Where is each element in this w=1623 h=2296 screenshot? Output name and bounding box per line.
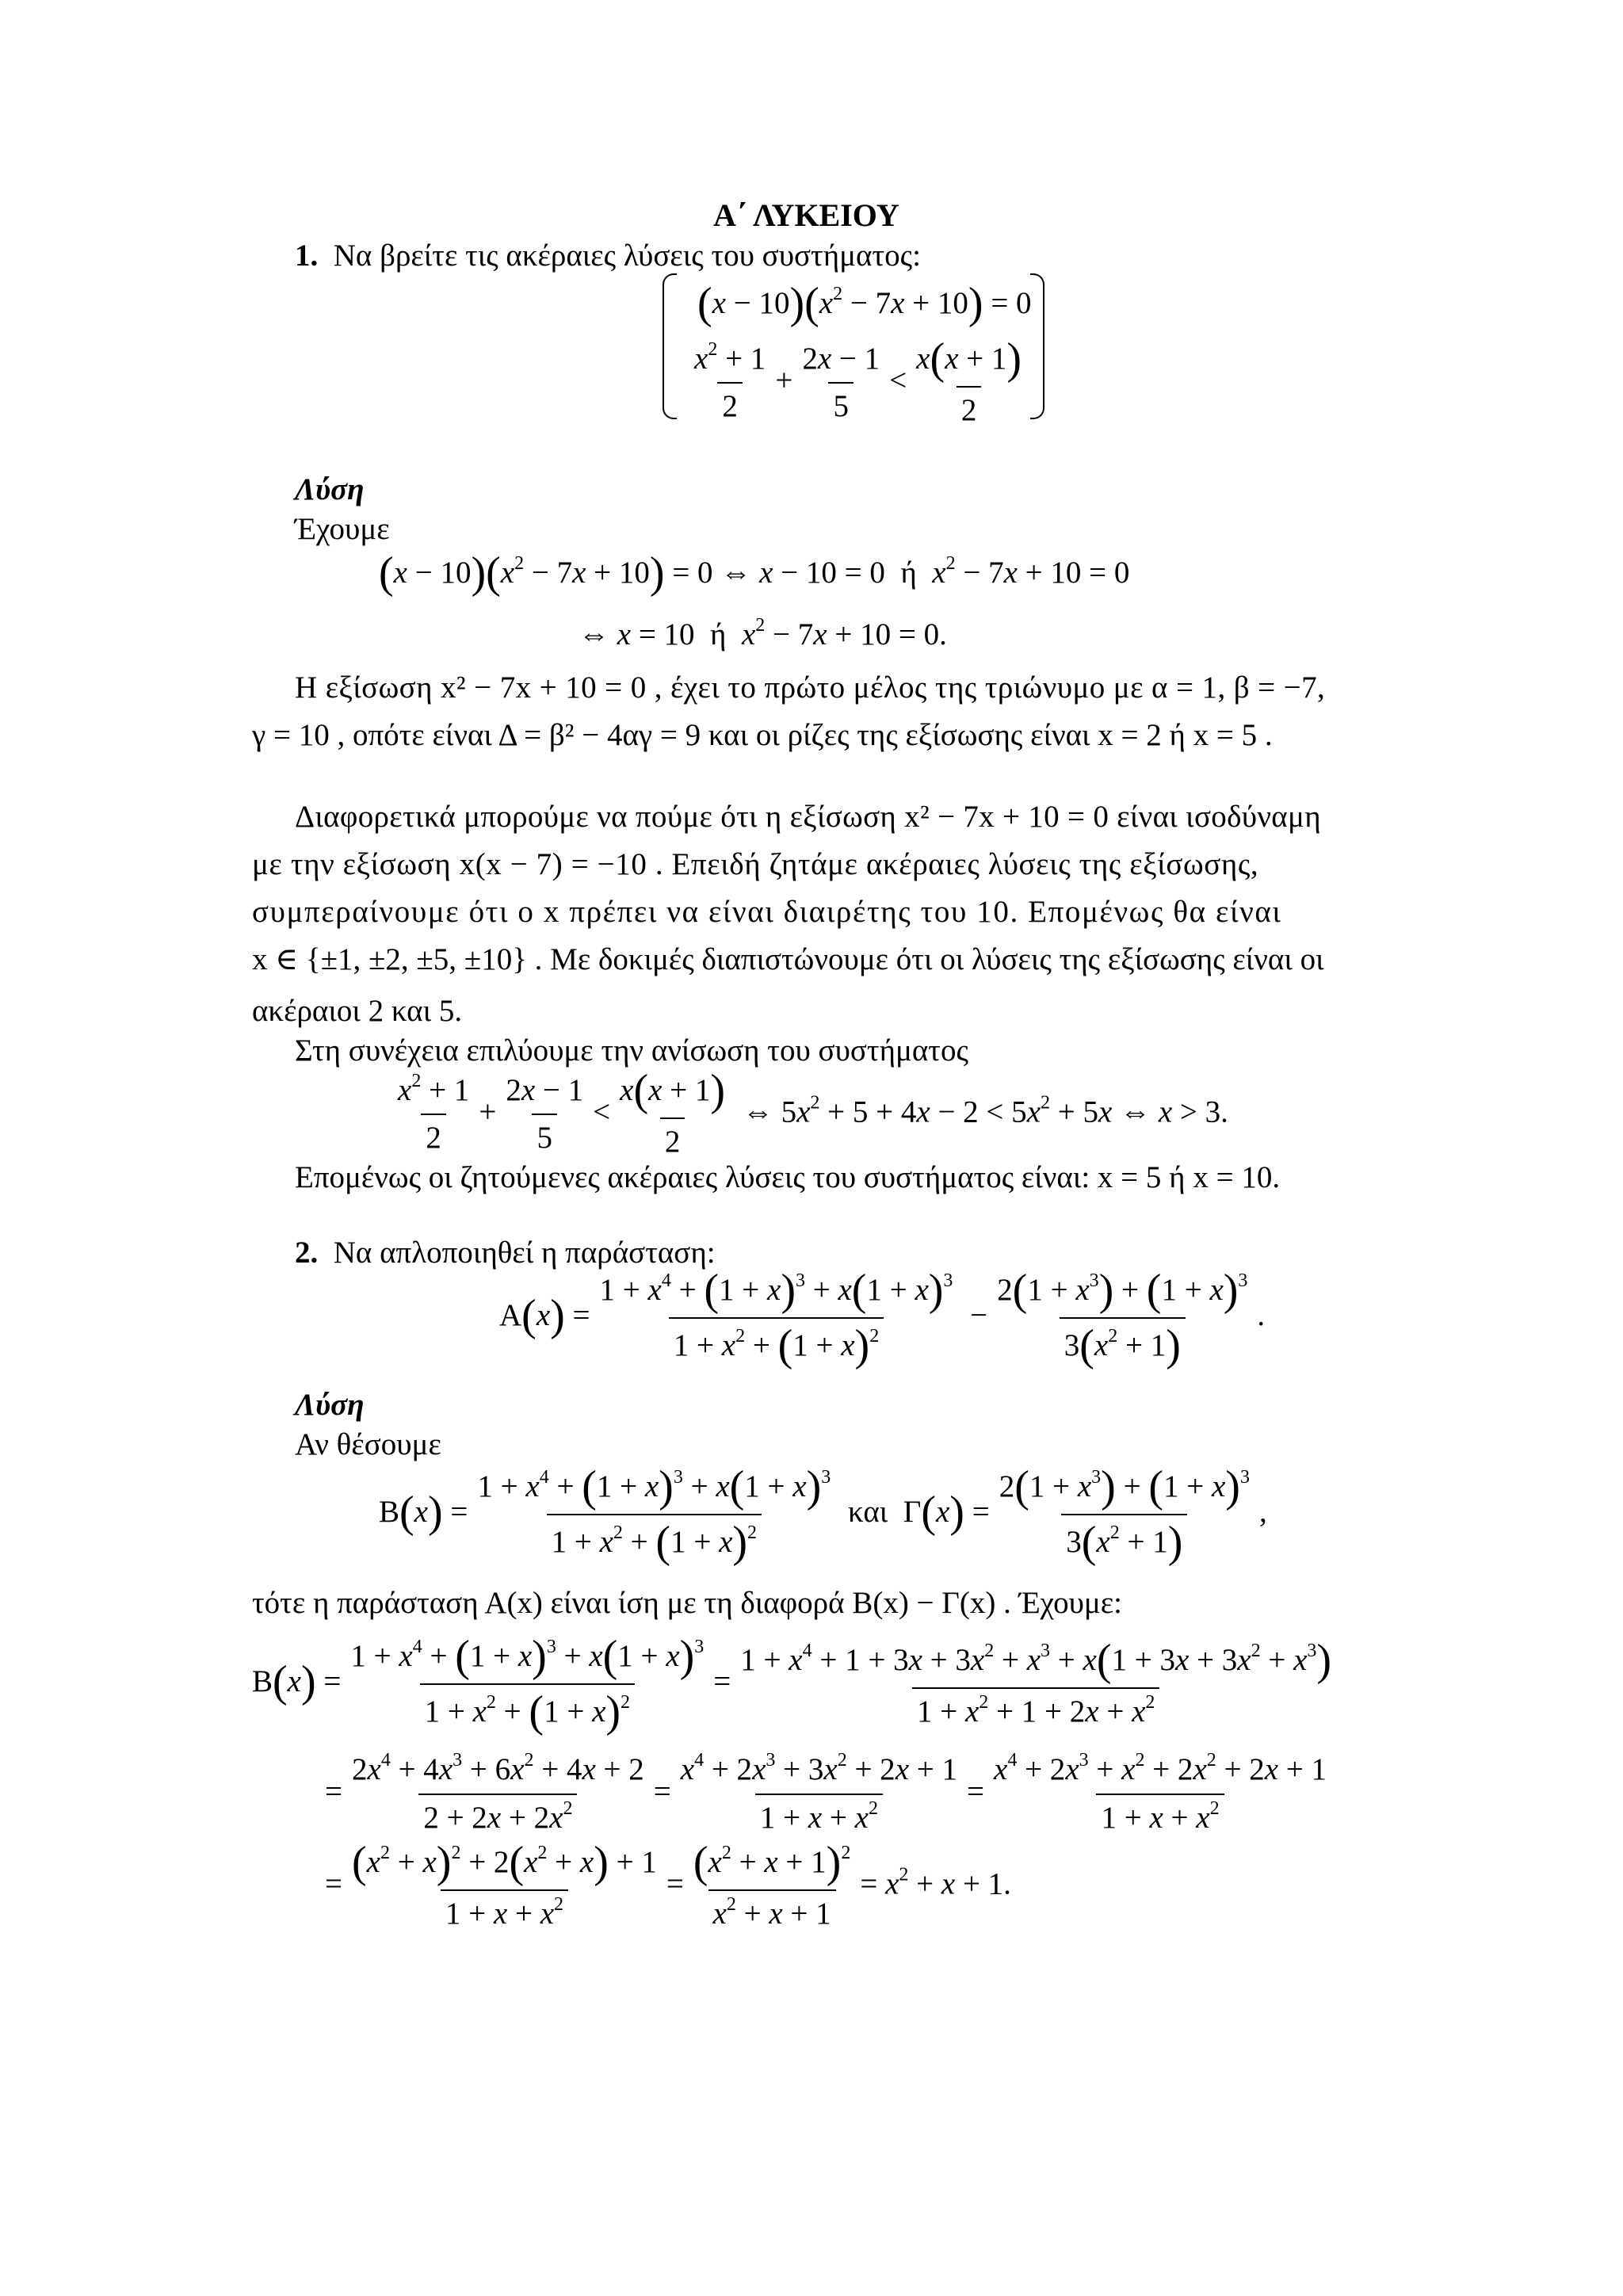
system-eq1: $(x - 10)(x^2 - 7x + 10) = 0$ [697, 279, 1032, 328]
and-word: και [848, 1494, 888, 1529]
solution-1-intro: Έχουμε [295, 512, 390, 546]
solution-1-para3: Στη συνέχεια επιλύουμε την ανίσωση του συστήματος [295, 1033, 968, 1068]
system-left-brace [663, 273, 677, 419]
solution-1-para2-line5: ακέραιοι 2 και 5. [252, 994, 463, 1028]
solution-2-then: τότε η παράσταση Α(x) είναι ίση με τη διαφορά Β(x) − Γ(x) . Έχουμε: [252, 1586, 1123, 1620]
system-eq2: $\frac{x^2 + 1}{2}$ + $\frac{2x - 1}{5}$ < $\frac{x(x + 1)}{2}$ [685, 337, 1031, 430]
problem-2-expression: Α(x) = $\frac{1 + x^4 + (1 + x)^3 + x(1 + x)^3}{1 + x^2 + (1 + x)^2}$ − $\frac{2(1 + x^3) + (1 + x)^3}{3(x^2 + 1)}$ . [499, 1266, 1266, 1370]
solution-2-definitions: Β(x) = $\frac{1 + x^4 + (1 + x)^3 + x(1 + x)^3}{1 + x^2 + (1 + x)^2}$ και Γ(x) = $\frac{2(1 + x^3) + (1 + x)^3}{3(x^2 + 1)}$ , [379, 1462, 1267, 1567]
problem-1-statement [295, 238, 921, 275]
solution-2-step2: = $\frac{2x^4 + 4x^3 + 6x^2 + 4x + 2}{2 + 2x + 2x^2}$ = $\frac{x^4 + 2x^3 + 3x^2 + 2x + 1}{1 + x + x^2}$ = $\frac{x^4 + 2x^3 + x^2 + 2x^2 + 2x + 1}{1 + x + x^2}$ [325, 1752, 1336, 1837]
problem-2-number: 2. [295, 1236, 319, 1270]
problem-1-text: Να βρείτε τις ακέραιες λύσεις του συστήματος: [333, 239, 921, 273]
solution-1-para1b: γ = 10 , οπότε είναι Δ = β² − 4αγ = 9 και οι ρίζες της εξίσωσης είναι x = 2 ή x = 5 . [252, 718, 1273, 752]
problem-1-number: 1. [295, 239, 319, 273]
solution-1-conclusion: Επομένως οι ζητούμενες ακέραιες λύσεις του συστήματος είναι: x = 5 ή x = 10. [295, 1160, 1281, 1194]
solution-1-para2-line1: Διαφορετικά μπορούμε να πούμε ότι η εξίσωση x² − 7x + 10 = 0 είναι ισοδύναμη [295, 800, 1321, 834]
solution-2-intro: Αν θέσουμε [295, 1427, 441, 1461]
solution-1-para1: Η εξίσωση x² − 7x + 10 = 0 , έχει το πρώτο μέλος της τριώνυμο με α = 1, β = −7, [295, 670, 1326, 705]
solution-1-para2-line2: με την εξίσωση x(x − 7) = −10 . Επειδή ζητάμε ακέραιες λύσεις της εξίσωσης, [252, 847, 1259, 881]
solution-1-heading: Λύση [295, 472, 365, 506]
system-equation-1 [663, 273, 1044, 456]
solution-2-heading: Λύση [295, 1388, 365, 1422]
page-title: Α΄ ΛΥΚΕΙΟΥ [713, 197, 899, 233]
solution-2-step3: = $\frac{(x^2 + x)^2 + 2(x^2 + x) + 1}{1 + x + x^2}$ = $\frac{(x^2 + x + 1)^2}{x^2 + x + 1}$ = $x^2 + x + 1$. [325, 1840, 1011, 1933]
solution-1-step2: ⇔ x = 10 ή $x^2 - 7x + 10 = 0$. [579, 615, 947, 651]
problem-2-statement [295, 1235, 716, 1272]
solution-1-inequality: $\frac{x^2 + 1}{2}$ + $\frac{2x - 1}{5}$ < $\frac{x(x + 1)}{2}$ ⇔ $5x^2 + 5 + 4x - 2 < 5x^2 + 5x$ ⇔ x > 3. [388, 1068, 1228, 1161]
solution-1-para2-line4: x ∈ {±1, ±2, ±5, ±10} . Με δοκιμές διαπιστώνουμε ότι οι λύσεις της εξίσωσης είναι οι [252, 942, 1324, 976]
solution-2-step1: Β(x) = $\frac{1 + x^4 + (1 + x)^3 + x(1 + x)^3}{1 + x^2 + (1 + x)^2}$ = $\frac{1 + x^4 + 1 + 3x + 3x^2 + x^3 + x(1 + 3x + 3x^2 + x^3)}{1 + x^2 + 1 + 2x + x^2}$ [252, 1632, 1332, 1736]
problem-2-text: Να απλοποιηθεί η παράσταση: [333, 1236, 716, 1270]
system-right-brace [1030, 273, 1044, 419]
solution-1-step1: $(x - 10)(x^2 - 7x + 10) = 0$ ⇔ x − 10 = 0 ή $x^2 - 7x + 10 = 0$ [379, 548, 1130, 598]
solution-1-para2-line3: συμπεραίνουμε ότι ο x πρέπει να είναι διαιρέτης του 10. Επομένως θα είναι [252, 895, 1282, 929]
